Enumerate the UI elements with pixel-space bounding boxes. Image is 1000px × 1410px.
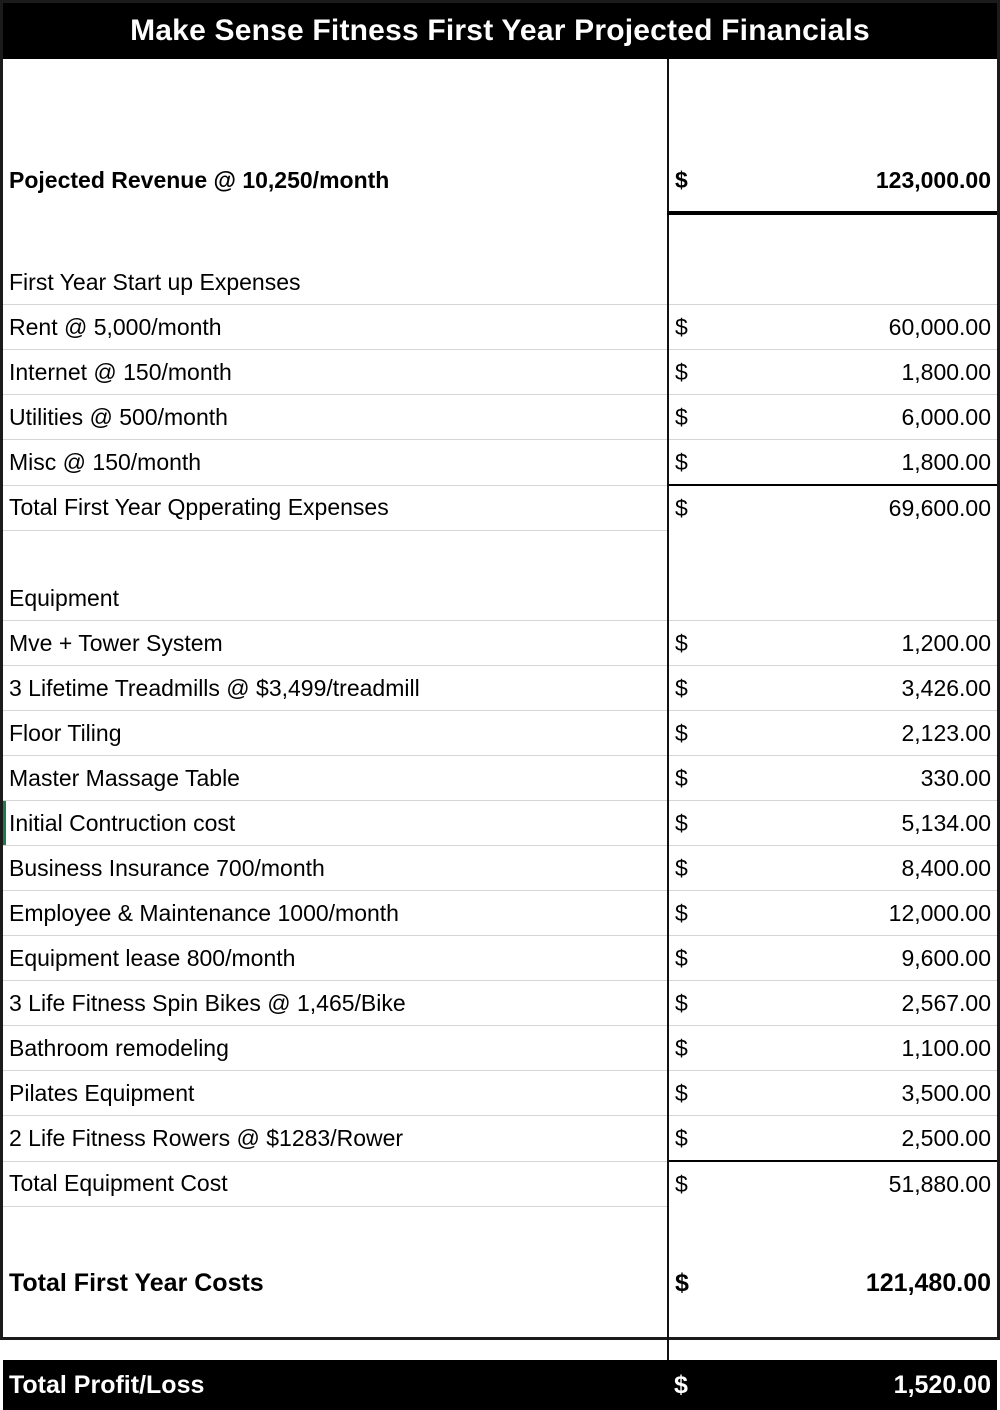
table-row-total-equipment-cost[interactable] [3, 1161, 997, 1207]
row-label [3, 59, 668, 104]
financials-table [3, 59, 997, 1410]
table-row[interactable] [3, 1315, 997, 1360]
table-row-spin-bikes[interactable] [3, 981, 997, 1026]
row-value: 60,000.00 [708, 305, 997, 350]
row-value: 2,567.00 [708, 981, 997, 1026]
row-value [708, 59, 997, 104]
row-label: Master Massage Table [3, 756, 668, 801]
page-title [3, 3, 997, 59]
row-currency: $ [668, 846, 708, 891]
row-currency [668, 576, 708, 621]
row-label: Rent @ 5,000/month [3, 305, 668, 350]
row-value: 2,500.00 [708, 1116, 997, 1162]
row-value: 69,600.00 [708, 485, 997, 531]
table-row-rowers[interactable] [3, 1116, 997, 1162]
row-value: 5,134.00 [708, 801, 997, 846]
row-currency [668, 1207, 708, 1252]
row-value [708, 531, 997, 576]
table-row-mve-tower-system[interactable] [3, 621, 997, 666]
row-currency: $ [668, 1071, 708, 1116]
table-row-treadmills[interactable] [3, 666, 997, 711]
row-value [708, 1315, 997, 1360]
table-row[interactable] [3, 1207, 997, 1252]
row-currency [668, 260, 708, 305]
table-row-employee-maintenance[interactable] [3, 891, 997, 936]
row-currency: $ [668, 981, 708, 1026]
table-row-pilates-equipment[interactable] [3, 1071, 997, 1116]
row-currency: $ [668, 149, 708, 214]
row-currency: $ [668, 891, 708, 936]
table-row[interactable] [3, 59, 997, 104]
table-row-initial-construction-cost[interactable] [3, 801, 997, 846]
table-row-total-first-year-costs[interactable] [3, 1252, 997, 1315]
row-currency: $ [668, 756, 708, 801]
row-currency: $ [668, 621, 708, 666]
row-currency: $ [668, 395, 708, 440]
row-label: Utilities @ 500/month [3, 395, 668, 440]
row-value: 3,500.00 [708, 1071, 997, 1116]
table-row-business-insurance[interactable] [3, 846, 997, 891]
row-currency: $ [668, 350, 708, 395]
row-value: 1,800.00 [708, 440, 997, 486]
row-label: 2 Life Fitness Rowers @ $1283/Rower [3, 1116, 668, 1162]
row-label: Floor Tiling [3, 711, 668, 756]
row-value: 1,520.00 [708, 1360, 997, 1410]
row-value: 2,123.00 [708, 711, 997, 756]
table-row-total-profit-loss[interactable] [3, 1360, 997, 1410]
table-row-bathroom-remodeling[interactable] [3, 1026, 997, 1071]
row-value: 1,800.00 [708, 350, 997, 395]
row-currency: $ [668, 711, 708, 756]
row-currency: $ [668, 485, 708, 531]
table-row-projected-revenue[interactable] [3, 149, 997, 214]
table-row-internet[interactable] [3, 350, 997, 395]
row-currency: $ [668, 1360, 708, 1410]
table-row-section-startup-expenses[interactable] [3, 260, 997, 305]
row-label: Employee & Maintenance 1000/month [3, 891, 668, 936]
table-row-floor-tiling[interactable] [3, 711, 997, 756]
row-label: Total Profit/Loss [3, 1360, 668, 1410]
row-value: 1,100.00 [708, 1026, 997, 1071]
table-row-rent[interactable] [3, 305, 997, 350]
row-value: 8,400.00 [708, 846, 997, 891]
row-value: 9,600.00 [708, 936, 997, 981]
page-title-text: Make Sense Fitness First Year Projected Financials [130, 14, 870, 48]
row-currency: $ [668, 936, 708, 981]
row-label [3, 531, 668, 576]
table-row-misc[interactable] [3, 440, 997, 486]
table-row-section-equipment[interactable] [3, 576, 997, 621]
table-row[interactable] [3, 531, 997, 576]
row-currency: $ [668, 1116, 708, 1162]
row-value [708, 104, 997, 149]
table-row-total-operating-expenses[interactable] [3, 485, 997, 531]
row-label: Equipment [3, 576, 668, 621]
row-label: Total First Year Costs [3, 1252, 668, 1315]
row-currency: $ [668, 440, 708, 486]
row-currency [668, 213, 708, 260]
row-value: 3,426.00 [708, 666, 997, 711]
row-label: Pojected Revenue @ 10,250/month [3, 149, 668, 214]
row-value: 12,000.00 [708, 891, 997, 936]
row-label: 3 Lifetime Treadmills @ $3,499/treadmill [3, 666, 668, 711]
row-currency: $ [668, 305, 708, 350]
row-label [3, 104, 668, 149]
table-row-massage-table[interactable] [3, 756, 997, 801]
table-row-equipment-lease[interactable] [3, 936, 997, 981]
row-currency: $ [668, 1026, 708, 1071]
row-label: Bathroom remodeling [3, 1026, 668, 1071]
row-label: 3 Life Fitness Spin Bikes @ 1,465/Bike [3, 981, 668, 1026]
row-currency [668, 59, 708, 104]
row-label: First Year Start up Expenses [3, 260, 668, 305]
row-value: 123,000.00 [708, 149, 997, 214]
row-label: Business Insurance 700/month [3, 846, 668, 891]
row-label: Total Equipment Cost [3, 1161, 668, 1207]
row-currency: $ [668, 801, 708, 846]
row-value: 6,000.00 [708, 395, 997, 440]
row-label: Initial Contruction cost [3, 801, 668, 846]
row-value: 330.00 [708, 756, 997, 801]
row-value [708, 576, 997, 621]
row-label: Equipment lease 800/month [3, 936, 668, 981]
row-value: 1,200.00 [708, 621, 997, 666]
row-currency [668, 104, 708, 149]
row-label: Mve + Tower System [3, 621, 668, 666]
row-label: Internet @ 150/month [3, 350, 668, 395]
row-value [708, 260, 997, 305]
row-value: 121,480.00 [708, 1252, 997, 1315]
row-label [3, 1315, 668, 1360]
row-currency: $ [668, 1161, 708, 1207]
row-label: Total First Year Qpperating Expenses [3, 485, 668, 531]
row-value [708, 213, 997, 260]
row-currency [668, 531, 708, 576]
row-label: Pilates Equipment [3, 1071, 668, 1116]
row-currency [668, 1315, 708, 1360]
row-label: Misc @ 150/month [3, 440, 668, 486]
row-label [3, 213, 668, 260]
row-label [3, 1207, 668, 1252]
row-currency: $ [668, 666, 708, 711]
table-row[interactable] [3, 104, 997, 149]
table-row-utilities[interactable] [3, 395, 997, 440]
row-value: 51,880.00 [708, 1161, 997, 1207]
table-row[interactable] [3, 213, 997, 260]
row-value [708, 1207, 997, 1252]
row-currency: $ [668, 1252, 708, 1315]
